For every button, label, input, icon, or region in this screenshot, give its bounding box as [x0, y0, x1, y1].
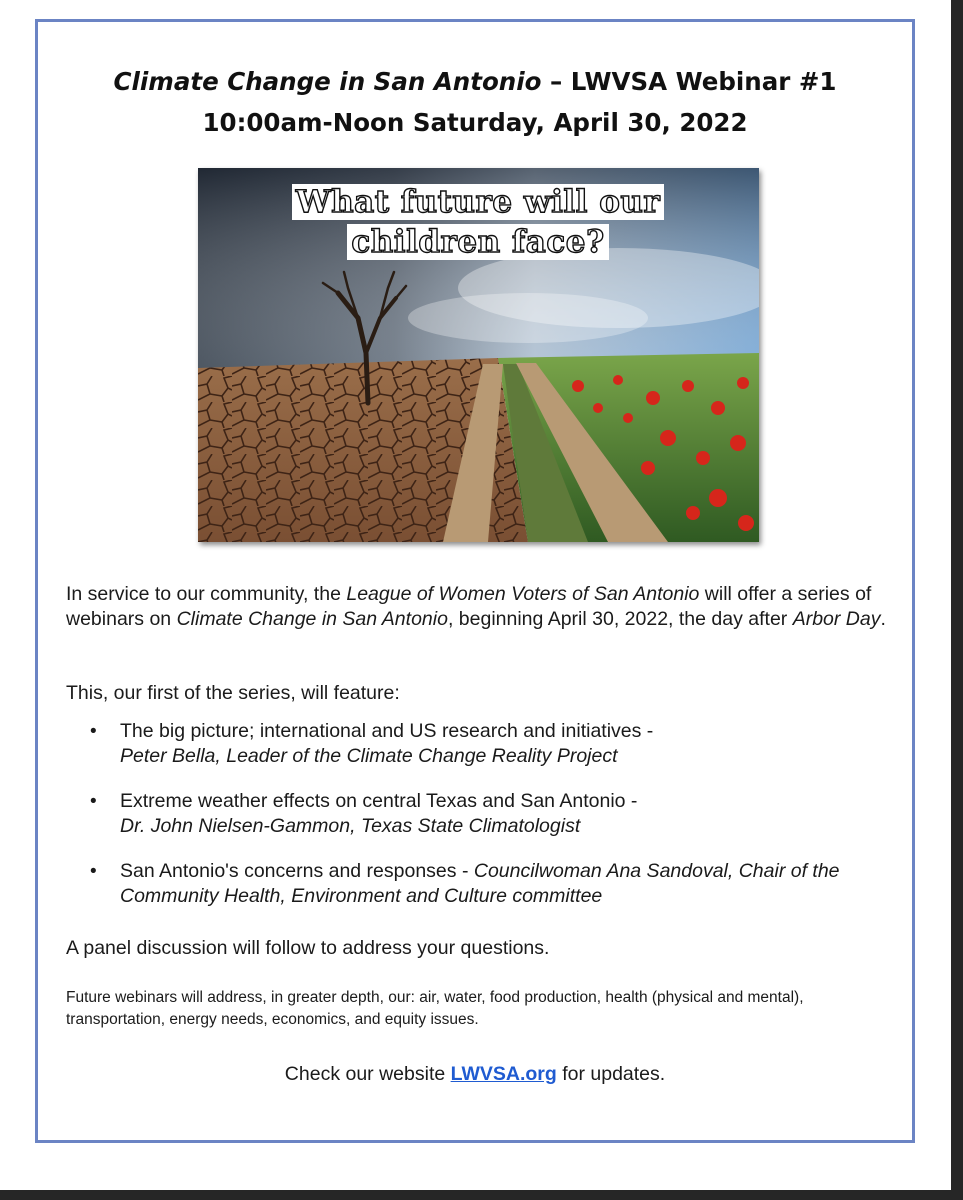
hero-caption-line-2: children face? [347, 224, 608, 260]
speaker-topic: Extreme weather effects on central Texas and San Antonio - [120, 790, 638, 812]
intro-arbor-day: Arbor Day [792, 608, 881, 630]
intro-paragraph [66, 582, 896, 632]
hero-caption [283, 182, 673, 262]
event-date-time: 10:00am-Noon Saturday, April 30, 2022 [202, 108, 748, 137]
hero-caption-line-1: What future will our [292, 184, 665, 220]
screen-edge-right [951, 0, 963, 1200]
flyer-page [35, 19, 915, 1143]
hero-image [198, 168, 759, 542]
intro-text-3: , beginning April 30, 2022, the day after [447, 608, 793, 630]
speaker-topic: The big picture; international and US research and initiatives - [120, 720, 654, 742]
screen-edge-bottom [0, 1190, 963, 1200]
flyer-title [38, 67, 912, 96]
title-topic: Climate Change in San Antonio [113, 67, 542, 96]
feature-lead: This, our first of the series, will feature: [66, 682, 400, 704]
speaker-name: Peter Bella, Leader of the Climate Change Reality Project [120, 745, 618, 767]
intro-text-2: will offer a series of webinars on [66, 583, 872, 630]
speaker-name: Dr. John Nielsen-Gammon, Texas State Climatologist [120, 815, 581, 837]
title-webinar: – LWVSA Webinar #1 [541, 67, 837, 96]
speaker-list [66, 719, 896, 929]
intro-text-4: . [880, 608, 886, 630]
list-item [66, 789, 896, 839]
intro-org-name: League of Women Voters of San Antonio [346, 583, 700, 605]
panel-discussion-note: A panel discussion will follow to address your questions. [66, 937, 550, 959]
intro-topic: Climate Change in San Antonio [176, 608, 448, 630]
website-line [38, 1062, 912, 1087]
speaker-name: Councilwoman Ana Sandoval, Chair of the Community Health, Environment and Culture committee [120, 860, 840, 907]
list-item [66, 859, 896, 909]
website-text-before: Check our website [284, 1063, 451, 1085]
website-text-after: for updates. [556, 1063, 666, 1085]
future-webinars-note: Future webinars will address, in greater depth, our: air, water, food production, health (physical and mental), transportation, energy needs, economics, and equity issues. [66, 989, 804, 1028]
speaker-topic: San Antonio's concerns and responses - [120, 860, 474, 882]
intro-text-1: In service to our community, the [66, 583, 347, 605]
list-item [66, 719, 896, 769]
website-link[interactable]: LWVSA.org [450, 1063, 557, 1085]
